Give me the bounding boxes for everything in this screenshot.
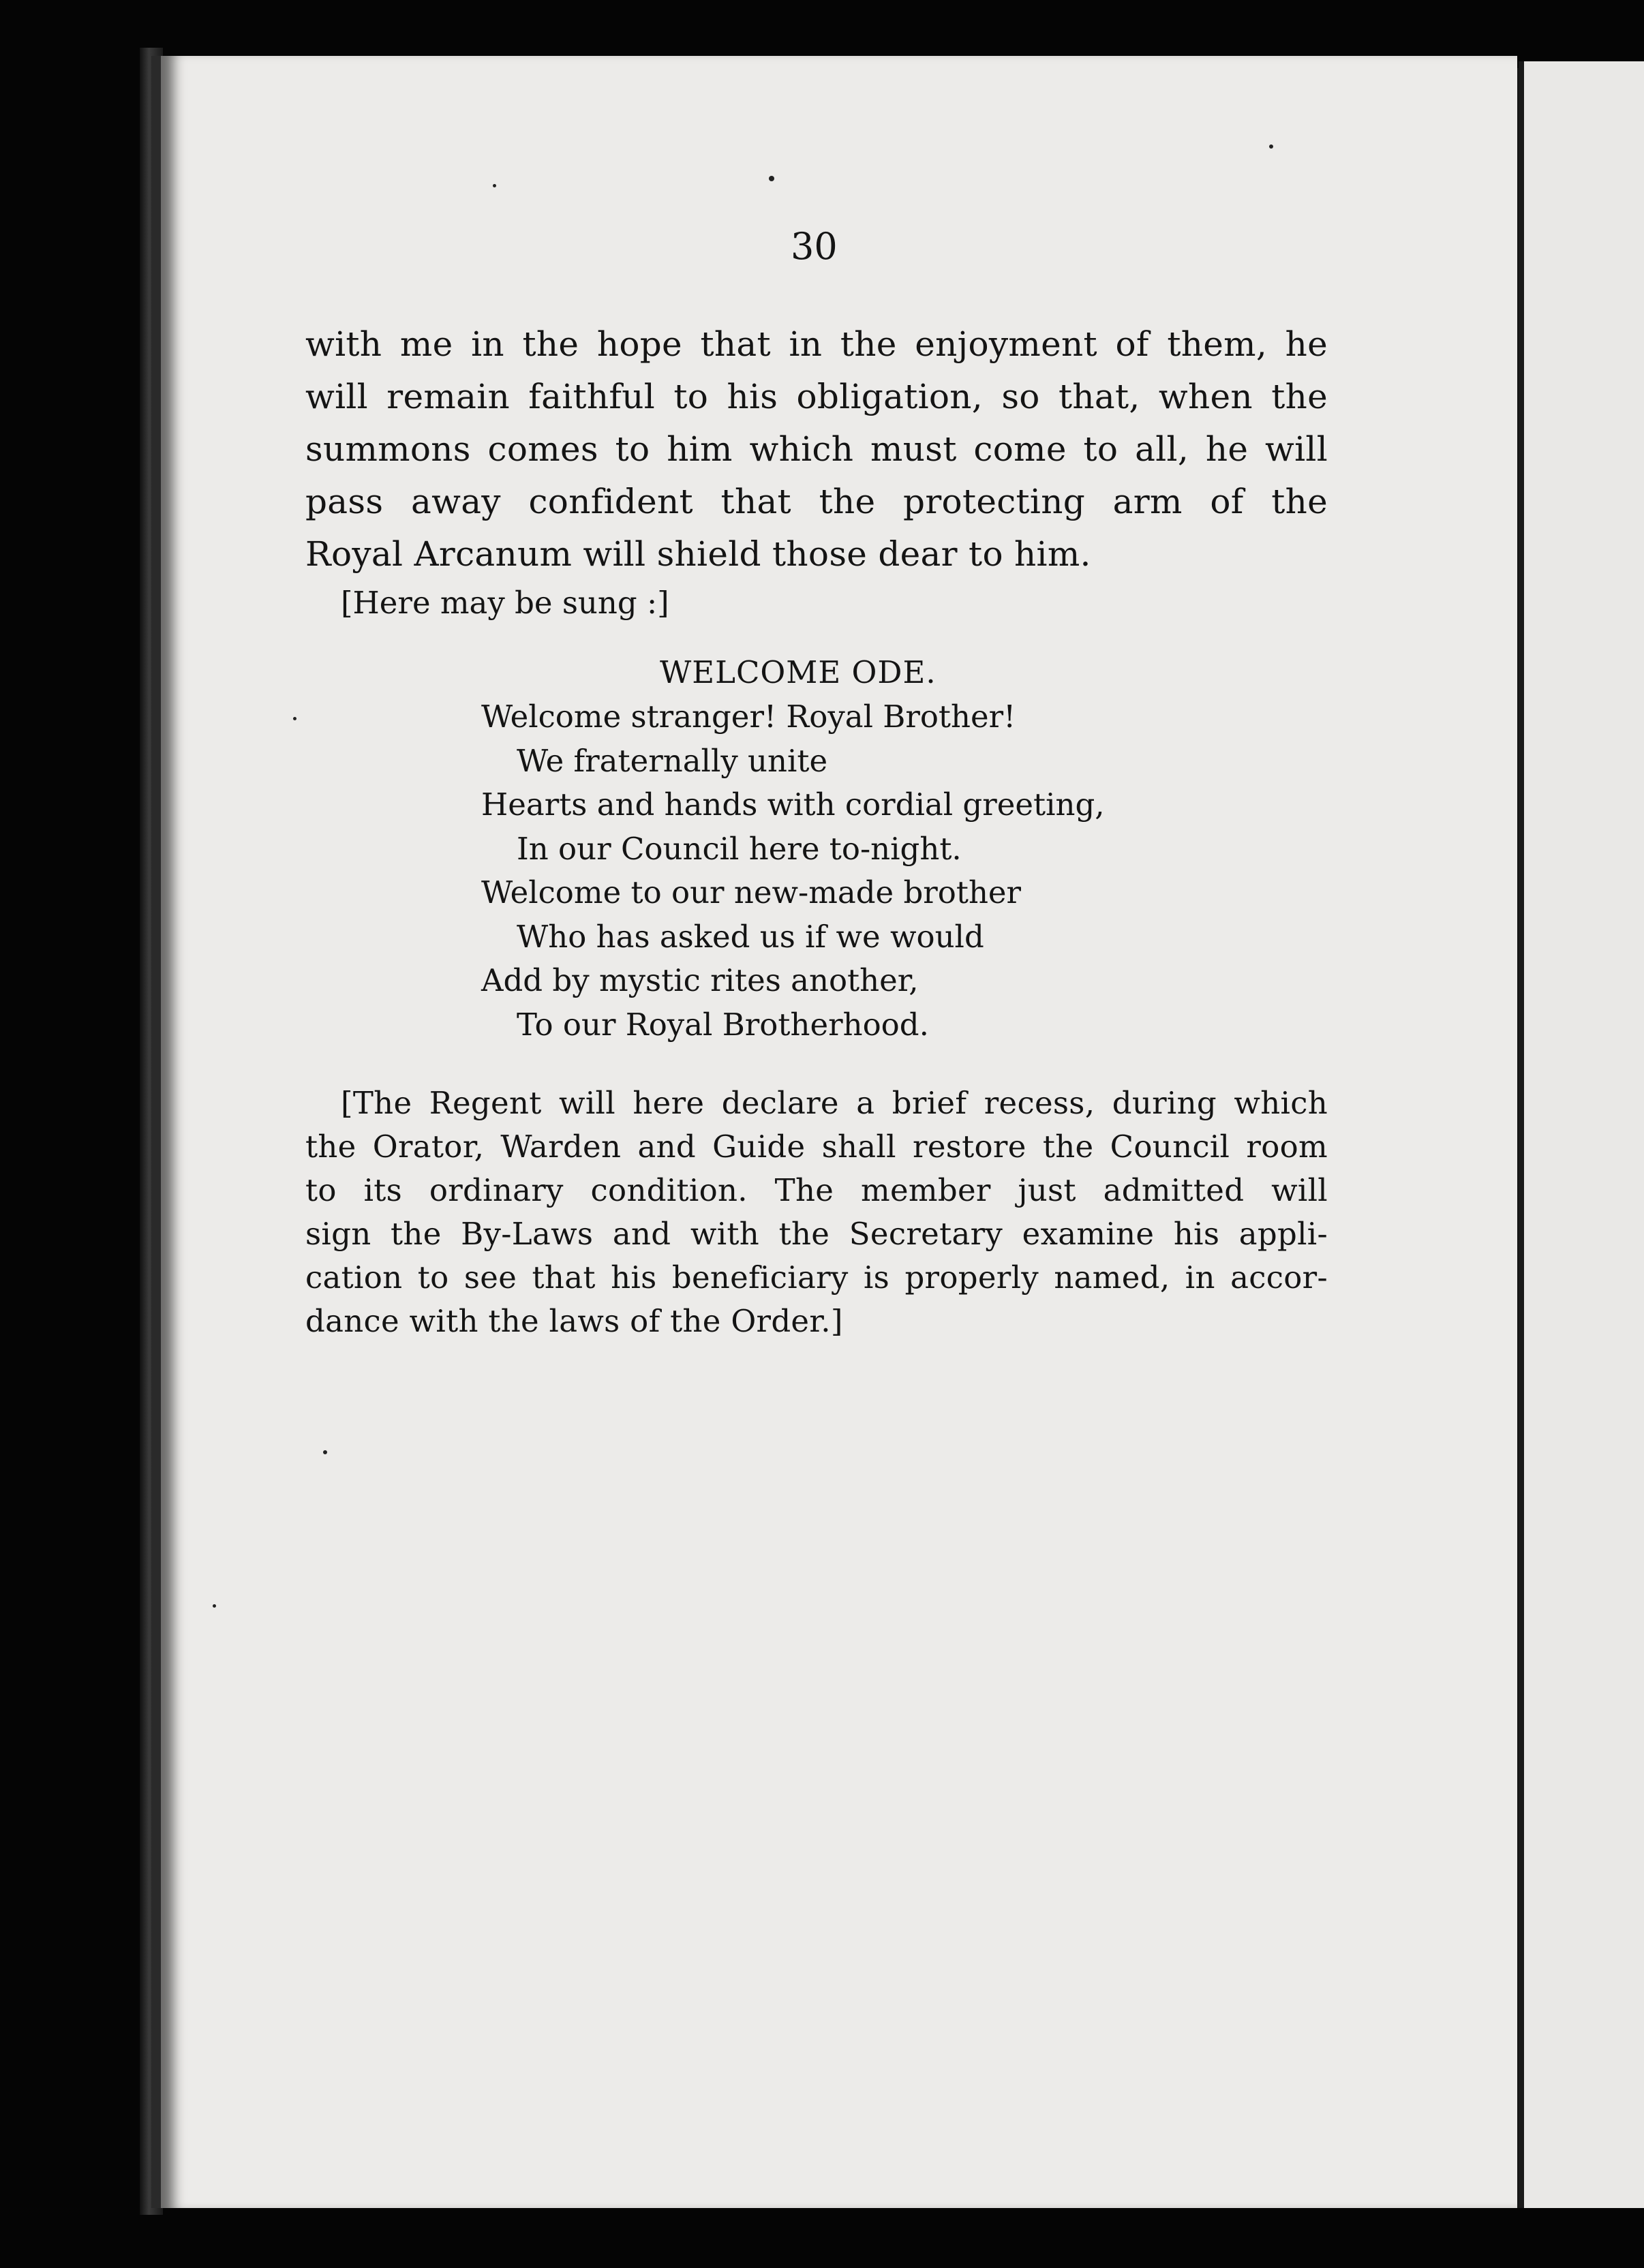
- ode-line: To our Royal Brotherhood.: [517, 1006, 929, 1043]
- scan-speck: [1269, 144, 1273, 149]
- paragraph-line: summons comes to him which must come to all, he will: [305, 429, 1328, 469]
- facing-page-sliver: [1519, 61, 1644, 2208]
- page-number: 30: [791, 225, 838, 268]
- ode-line: Who has asked us if we would: [517, 918, 984, 955]
- ode-line: Add by mystic rites another,: [481, 962, 919, 998]
- scan-speck: [323, 1450, 327, 1454]
- scan-speck: [493, 184, 496, 187]
- scan-speck: [293, 717, 296, 720]
- closing-direction: [305, 1082, 1328, 1343]
- ode-line: Welcome stranger! Royal Brother!: [481, 699, 1016, 735]
- paragraph-line: Royal Arcanum will shield those dear to him.: [305, 534, 1091, 574]
- ode-line: Welcome to our new-made brother: [481, 874, 1022, 910]
- paragraph-line: dance with the laws of the Order.]: [305, 1303, 843, 1339]
- ode-title: WELCOME ODE.: [660, 654, 937, 690]
- ode-line: We fraternally unite: [517, 742, 828, 779]
- ode-line: In our Council here to-night.: [517, 830, 962, 867]
- ode-line: Hearts and hands with cordial greeting,: [481, 786, 1105, 823]
- paragraph-line: pass away confident that the protecting arm of the: [305, 482, 1328, 521]
- scan-speck: [769, 176, 774, 181]
- scan-speck: [213, 1604, 216, 1608]
- paragraph-line: cation to see that his beneficiary is properly named, in accor-: [305, 1259, 1328, 1296]
- paragraph-line: to its ordinary condition. The member just admitted will: [305, 1172, 1328, 1208]
- welcome-ode: [481, 695, 1105, 1047]
- paragraph-line: the Orator, Warden and Guide shall restore the Council room: [305, 1129, 1328, 1165]
- paragraph-line: [The Regent will here declare a brief recess, during which: [341, 1085, 1328, 1121]
- opening-paragraph: [305, 318, 1328, 581]
- paragraph-line: with me in the hope that in the enjoyment of them, he: [305, 324, 1328, 364]
- stage-direction: [Here may be sung :]: [341, 585, 669, 621]
- paragraph-line: sign the By-Laws and with the Secretary examine his appli-: [305, 1216, 1328, 1252]
- paragraph-line: will remain faithful to his obligation, so that, when the: [305, 377, 1328, 416]
